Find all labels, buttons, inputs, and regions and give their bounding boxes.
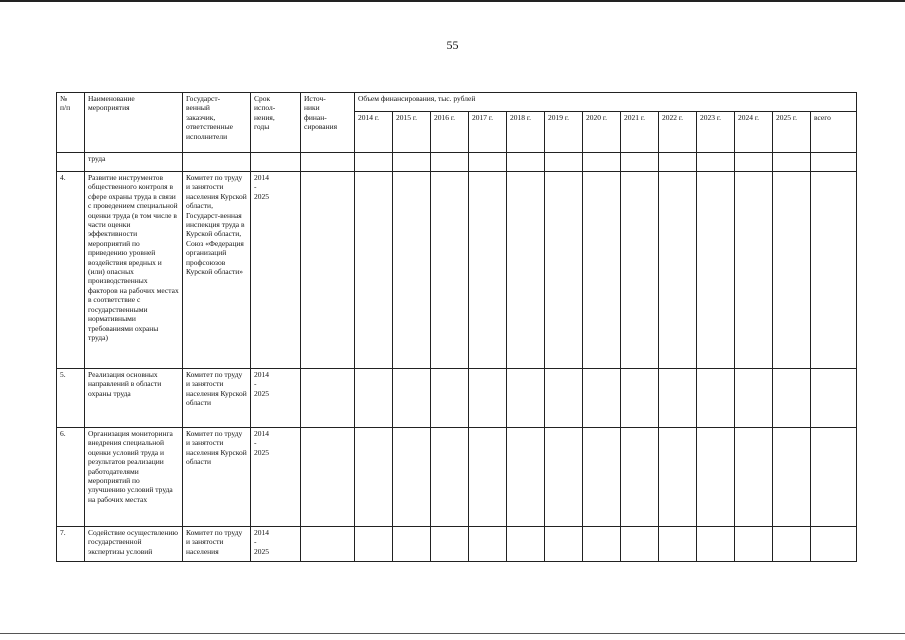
cell-empty <box>507 153 545 172</box>
cell-empty <box>469 369 507 428</box>
header-term: Срок испол- нения, годы <box>251 93 301 153</box>
cell-empty <box>355 153 393 172</box>
cell-empty <box>621 527 659 562</box>
header-year-11: 2025 г. <box>773 112 811 153</box>
header-num: № п/п <box>57 93 85 153</box>
cell-empty <box>545 153 583 172</box>
cell-name: Развитие инструментов общественного контроля в сфере охраны труда в связи с проведением специальной оценки труда (в том числе в части оценки эффективности мероприятий по приведению уровней воздействия вредных и (или) опасных производственных факторов на рабочих местах в соответствие с государственными нормативными требованиями охраны труда) <box>85 172 183 369</box>
cell-empty <box>811 369 857 428</box>
header-year-5: 2019 г. <box>545 112 583 153</box>
cell-num: 7. <box>57 527 85 562</box>
cell-empty <box>735 428 773 527</box>
cell-name: Реализация основных направлений в области охраны труда <box>85 369 183 428</box>
page-number: 55 <box>446 38 459 52</box>
cell-empty <box>393 153 431 172</box>
cell-customer: Комитет по труду и занятости населения Курской области, Государст-венная инспекция труда в Курской области, Союз «Федерация организаций профсоюзов Курской области» <box>183 172 251 369</box>
cell-empty <box>659 153 697 172</box>
cell-customer <box>183 153 251 172</box>
cell-empty <box>621 428 659 527</box>
cell-empty <box>773 153 811 172</box>
cell-num: 5. <box>57 369 85 428</box>
cell-term: 2014 - 2025 <box>251 428 301 527</box>
cell-num <box>57 153 85 172</box>
cell-empty <box>773 428 811 527</box>
cell-empty <box>735 527 773 562</box>
cell-empty <box>301 153 355 172</box>
page-top-edge <box>0 0 905 2</box>
header-year-2: 2016 г. <box>431 112 469 153</box>
cell-empty <box>659 172 697 369</box>
cell-empty <box>431 153 469 172</box>
cell-empty <box>393 172 431 369</box>
cell-term: 2014 - 2025 <box>251 527 301 562</box>
header-name: Наименование мероприятия <box>85 93 183 153</box>
cell-empty <box>545 369 583 428</box>
cell-customer: Комитет по труду и занятости населения Курской области <box>183 428 251 527</box>
cell-empty <box>507 369 545 428</box>
cell-empty <box>583 153 621 172</box>
header-year-3: 2017 г. <box>469 112 507 153</box>
cell-empty <box>393 428 431 527</box>
table-row <box>57 172 857 369</box>
cell-empty <box>301 172 355 369</box>
header-year-12: всего <box>811 112 857 153</box>
cell-empty <box>393 527 431 562</box>
header-volume: Объем финансирования, тыс. рублей <box>355 93 857 112</box>
cell-empty <box>697 153 735 172</box>
cell-empty <box>507 527 545 562</box>
header-year-4: 2018 г. <box>507 112 545 153</box>
cell-empty <box>355 369 393 428</box>
cell-empty <box>583 527 621 562</box>
cell-num: 6. <box>57 428 85 527</box>
header-year-0: 2014 г. <box>355 112 393 153</box>
cell-num: 4. <box>57 172 85 369</box>
cell-empty <box>545 172 583 369</box>
cell-empty <box>301 369 355 428</box>
header-customer: Государст- венный заказчик, ответственные исполнители <box>183 93 251 153</box>
header-year-6: 2020 г. <box>583 112 621 153</box>
cell-empty <box>697 369 735 428</box>
cell-empty <box>659 527 697 562</box>
header-year-9: 2023 г. <box>697 112 735 153</box>
cell-empty <box>431 527 469 562</box>
cell-empty <box>431 428 469 527</box>
cell-empty <box>659 369 697 428</box>
cell-empty <box>431 172 469 369</box>
header-year-8: 2022 г. <box>659 112 697 153</box>
cell-empty <box>355 428 393 527</box>
cell-empty <box>301 428 355 527</box>
cell-empty <box>355 527 393 562</box>
cell-empty <box>811 153 857 172</box>
header-year-10: 2024 г. <box>735 112 773 153</box>
cell-empty <box>811 172 857 369</box>
cell-empty <box>545 527 583 562</box>
cell-empty <box>697 428 735 527</box>
cell-name: Содействие осуществлению государственной экспертизы условий <box>85 527 183 562</box>
cell-empty <box>507 428 545 527</box>
cell-empty <box>583 369 621 428</box>
cell-empty <box>697 172 735 369</box>
cell-empty <box>621 153 659 172</box>
cell-empty <box>355 172 393 369</box>
cell-empty <box>621 369 659 428</box>
cell-empty <box>469 172 507 369</box>
table-row <box>57 153 857 172</box>
cell-empty <box>545 428 583 527</box>
cell-term <box>251 153 301 172</box>
cell-empty <box>773 527 811 562</box>
table-row <box>57 527 857 562</box>
header-year-1: 2015 г. <box>393 112 431 153</box>
cell-empty <box>697 527 735 562</box>
cell-empty <box>811 527 857 562</box>
table-row <box>57 369 857 428</box>
cell-empty <box>507 172 545 369</box>
cell-customer: Комитет по труду и занятости населения Курской области <box>183 369 251 428</box>
cell-empty <box>659 428 697 527</box>
cell-empty <box>735 153 773 172</box>
cell-term: 2014 - 2025 <box>251 172 301 369</box>
cell-empty <box>469 527 507 562</box>
cell-empty <box>811 428 857 527</box>
cell-empty <box>469 153 507 172</box>
cell-name: труда <box>85 153 183 172</box>
cell-empty <box>735 172 773 369</box>
cell-empty <box>301 527 355 562</box>
cell-term: 2014 - 2025 <box>251 369 301 428</box>
cell-empty <box>773 172 811 369</box>
cell-customer: Комитет по труду и занятости населения <box>183 527 251 562</box>
header-sources: Источ- ники финан- сирования <box>301 93 355 153</box>
cell-empty <box>393 369 431 428</box>
table-row <box>57 428 857 527</box>
cell-empty <box>773 369 811 428</box>
cell-empty <box>469 428 507 527</box>
cell-empty <box>583 172 621 369</box>
cell-name: Организация мониторинга внедрения специальной оценки условий труда и результатов реализации работодателями мероприятий по улучшению условий труда на рабочих местах <box>85 428 183 527</box>
financing-table <box>56 92 857 562</box>
cell-empty <box>583 428 621 527</box>
page-bottom-edge <box>0 633 905 634</box>
cell-empty <box>621 172 659 369</box>
cell-empty <box>431 369 469 428</box>
cell-empty <box>735 369 773 428</box>
header-year-7: 2021 г. <box>621 112 659 153</box>
